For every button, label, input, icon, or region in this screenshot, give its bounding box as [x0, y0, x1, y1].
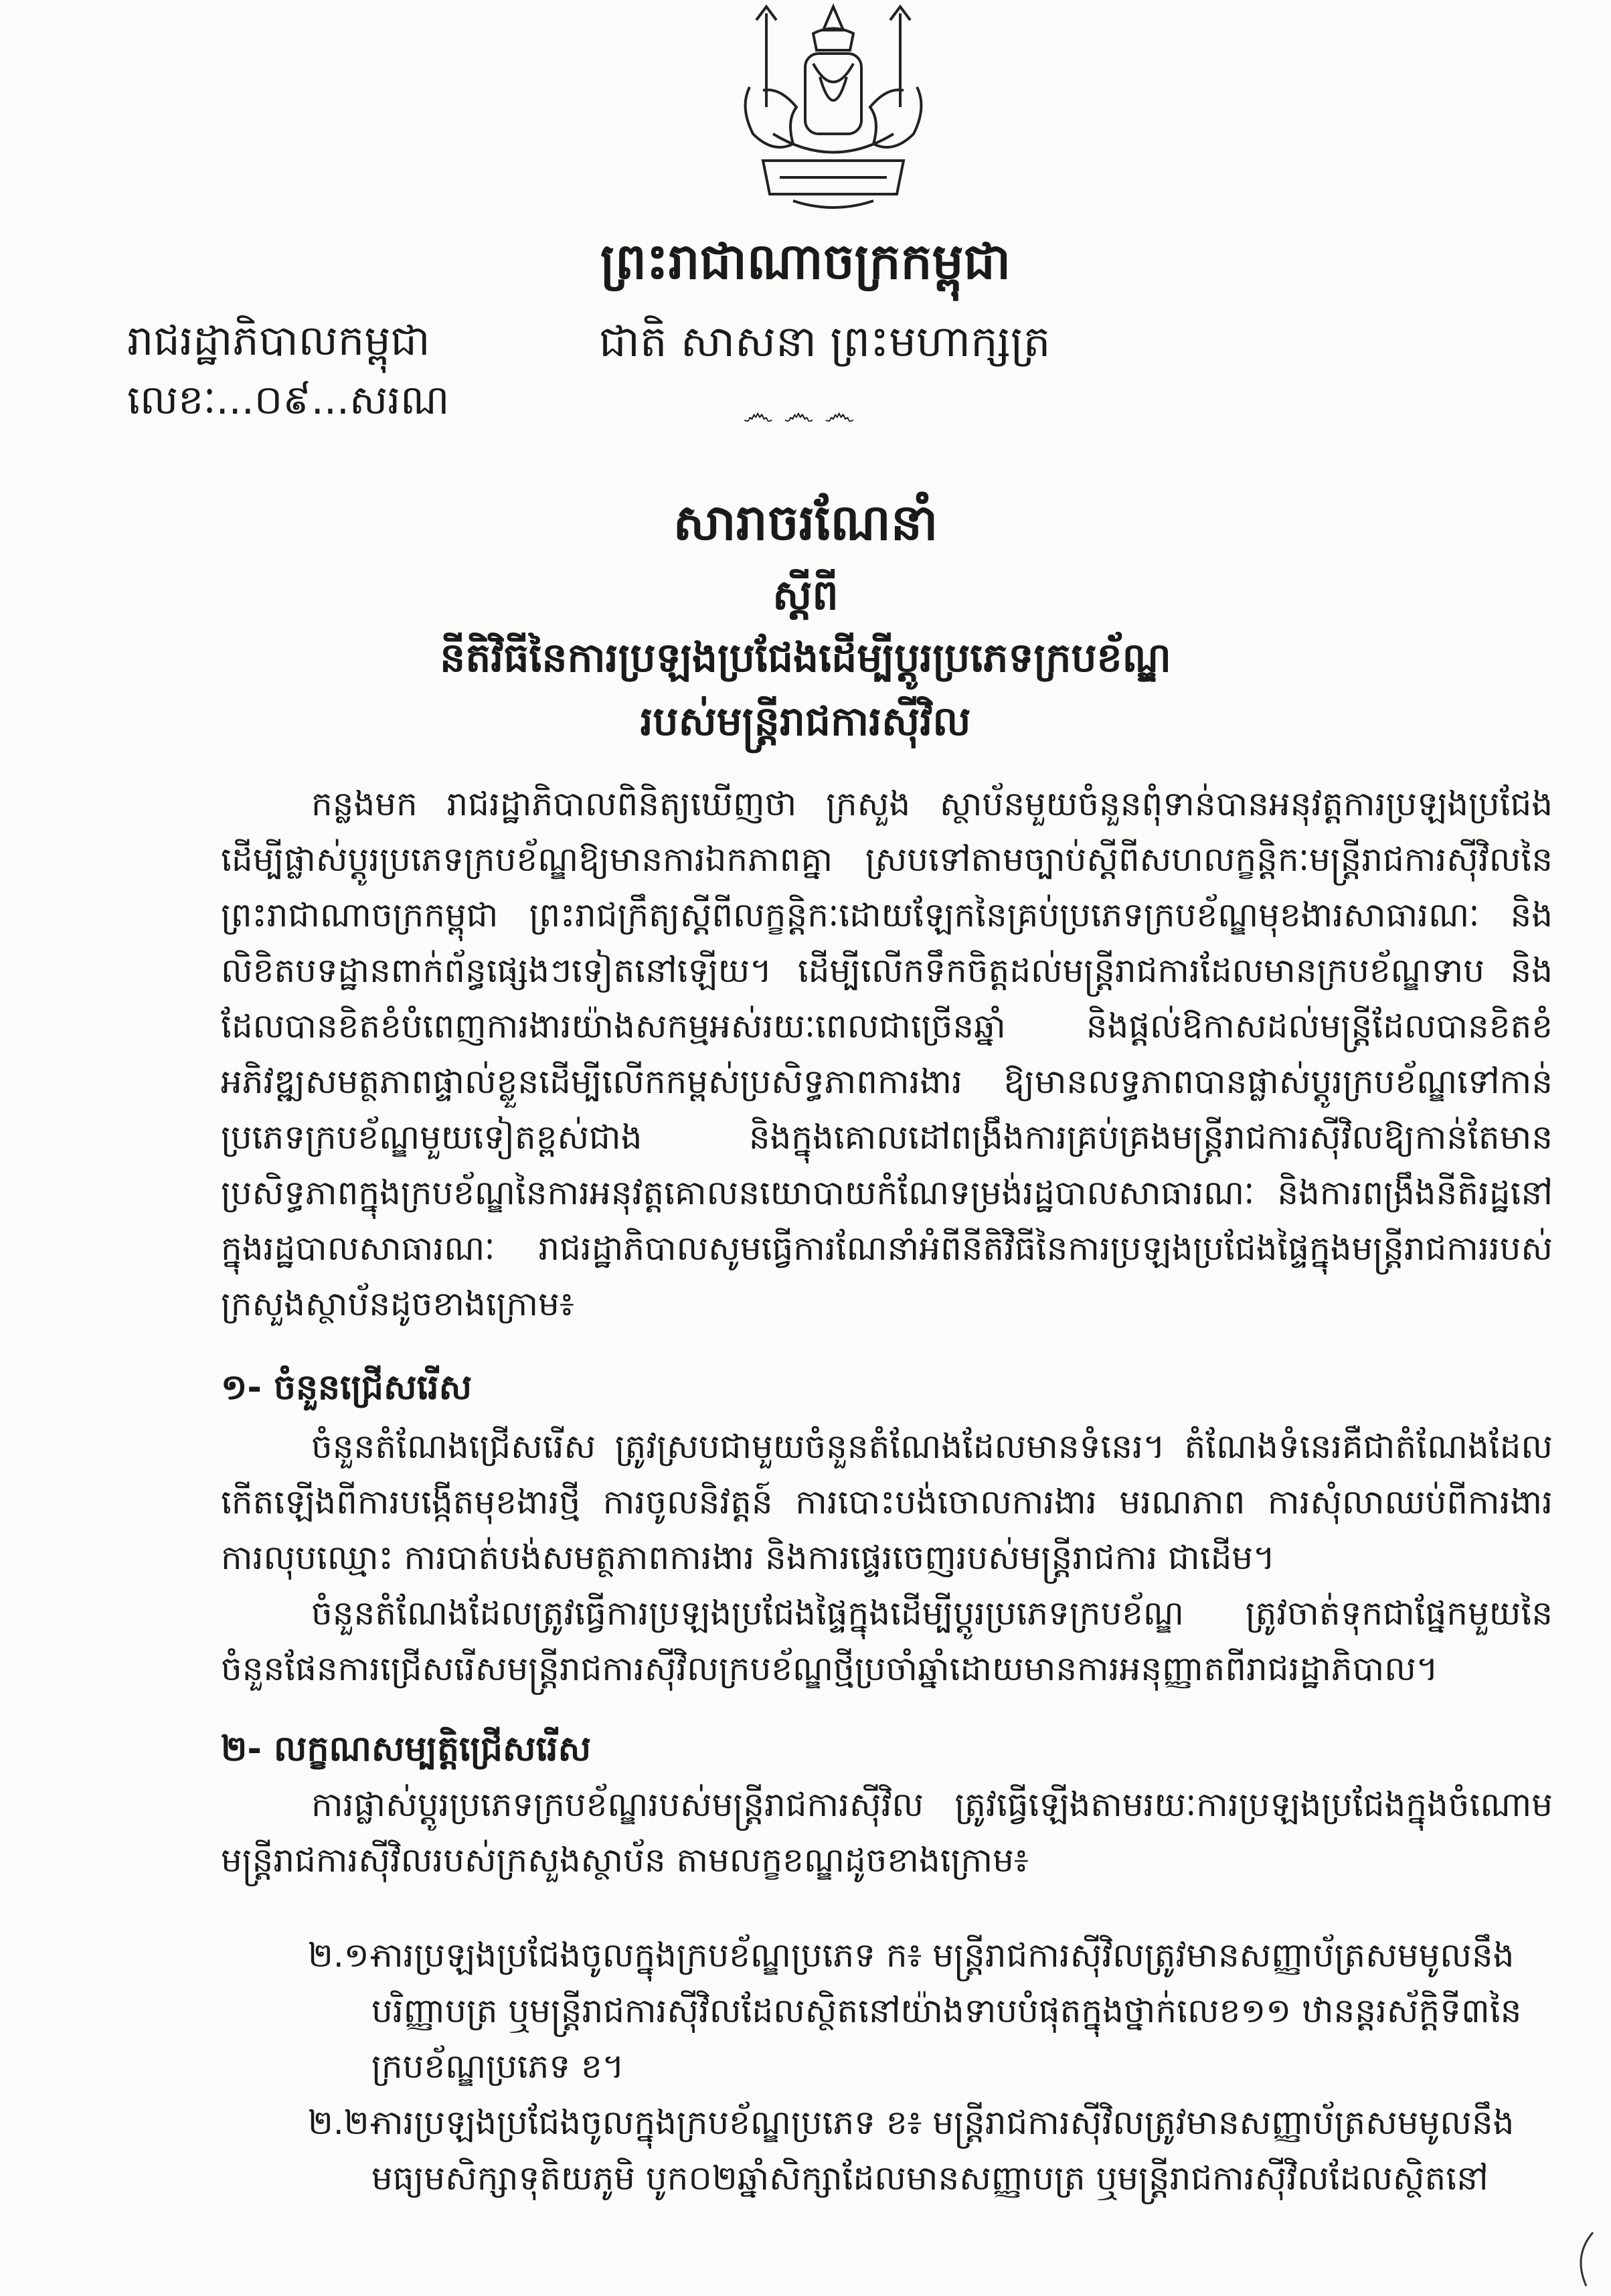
section1-body [221, 1419, 1553, 1697]
item-number: ២.១- [308, 1936, 381, 1975]
title-about: ស្តីពី [772, 570, 839, 619]
section2-heading: ២- លក្ខណសម្បត្តិជ្រើសរើស [221, 1729, 592, 1769]
government-name: រាជរដ្ឋាភិបាលកម្ពុជា [127, 316, 430, 365]
section1-paragraph2: ចំនួនតំណែងដែលត្រូវធ្វើការប្រឡងប្រជែងផ្ទៃក្នុងដើម្បីប្តូរប្រភេទក្របខ័ណ្ឌ ត្រូវចាត់ទុកជាផ្នែកមួយនៃចំនួនផែនការជ្រើសរើសមន្ត្រីរាជការស៊ីវិលក្របខ័ណ្ឌថ្មីប្រចាំឆ្នាំដោយមានការអនុញ្ញាតពីរាជរដ្ឋាភិបាល។ [221, 1594, 1553, 1688]
intro-paragraph [221, 776, 1553, 1332]
ornament-divider: ෴ ෴ ෴ [743, 395, 855, 432]
title-subject-line2: របស់មន្ត្រីរាជការស៊ីវិល [640, 698, 971, 745]
section1-paragraph1: ចំនួនតំណែងជ្រើសរើស ត្រូវស្របជាមួយចំនួនតំណែងដែលមានទំនេរ។ តំណែងទំនេរគឺជាតំណែងដែលកើតឡើងពីការបង្កើតមុខងារថ្មី ការចូលនិវត្តន៍ ការបោះបង់ចោលការងារ មរណភាព ការសុំលាឈប់ពីការងារ ការលុបឈ្មោះ ការបាត់បង់សមត្ថភាពការងារ និងការផ្ទេរចេញរបស់មន្ត្រីរាជការ ជាដើម។ [221, 1427, 1553, 1577]
title-subject-line1: នីតិវិធីនៃការប្រឡងប្រជែងដើម្បីប្ដូរប្រភេទក្របខ័ណ្ឌ [440, 635, 1171, 681]
section2-item-2 [308, 2095, 1553, 2206]
item-text: ការប្រឡងប្រជែងចូលក្នុងក្របខ័ណ្ឌប្រភេទ ខ៖ មន្ត្រីរាជការស៊ីវិលត្រូវមានសញ្ញាប័ត្រសមមូលនឹងមធ្យមសិក្សាទុតិយភូមិ បូក០២ឆ្នាំសិក្សាដែលមានសញ្ញាបត្រ ឬមន្ត្រីរាជការស៊ីវិលដែលស្ថិតនៅ [371, 2103, 1515, 2198]
section1-heading: ១- ចំនួនជ្រើសរើស [221, 1368, 473, 1408]
national-motto: ជាតិ សាសនា ព្រះមហាក្សត្រ [599, 317, 1051, 367]
section2-body [221, 1777, 1553, 1888]
reference-number: លេខៈ...០៩...សរណ [127, 377, 450, 424]
item-number: ២.២- [308, 2103, 381, 2142]
section2-item-1 [308, 1928, 1553, 2095]
margin-mark [1566, 2229, 1606, 2289]
intro-text: កន្លងមក រាជរដ្ឋាភិបាលពិនិត្យឃើញថា ក្រសួង ស្ថាប័នមួយចំនួនពុំទាន់បានអនុវត្តការប្រឡងប្រជែងដើម្បីផ្លាស់ប្តូរប្រភេទក្របខ័ណ្ឌឱ្យមានការឯកភាពគ្នា ស្របទៅតាមច្បាប់ស្តីពីសហលក្ខន្តិកៈមន្ត្រីរាជការស៊ីវិលនៃព្រះរាជាណាចក្រកម្ពុជា ព្រះរាជក្រឹត្យស្តីពីលក្ខន្តិកៈដោយឡែកនៃគ្រប់ប្រភេទក្របខ័ណ្ឌមុខងារសាធារណៈ និងលិខិតបទដ្ឋានពាក់ព័ន្ធផ្សេងៗទៀតនៅឡើយ។ ដើម្បីលើកទឹកចិត្តដល់មន្ត្រីរាជការដែលមានក្របខ័ណ្ឌទាប និងដែលបានខិតខំបំពេញការងារយ៉ាងសកម្មអស់រយៈពេលជាច្រើនឆ្នាំ និងផ្ដល់ឱកាសដល់មន្ត្រីដែលបានខិតខំអភិវឌ្ឍសមត្ថភាពផ្ទាល់ខ្លួនដើម្បីលើកកម្ពស់ប្រសិទ្ធភាពការងារ ឱ្យមានលទ្ធភាពបានផ្លាស់ប្តូរក្របខ័ណ្ឌទៅកាន់ប្រភេទក្របខ័ណ្ឌមួយទៀតខ្ពស់ជាង និងក្នុងគោលដៅពង្រឹងការគ្រប់គ្រងមន្ត្រីរាជការស៊ីវិលឱ្យកាន់តែមានប្រសិទ្ធភាពក្នុងក្របខ័ណ្ឌនៃការអនុវត្តគោលនយោបាយកំណែទម្រង់រដ្ឋបាលសាធារណៈ និងការពង្រឹងនីតិរដ្ឋនៅក្នុងរដ្ឋបាលសាធារណៈ រាជរដ្ឋាភិបាលសូមធ្វើការណែនាំអំពីនីតិវិធីនៃការប្រឡងប្រជែងផ្ទៃក្នុងមន្ត្រីរាជការរបស់ក្រសួងស្ថាប័នដូចខាងក្រោម៖ [221, 785, 1553, 1323]
section2-paragraph1: ការផ្លាស់ប្តូរប្រភេទក្របខ័ណ្ឌរបស់មន្ត្រីរាជការស៊ីវិល ត្រូវធ្វើឡើងតាមរយៈការប្រឡងប្រជែងក្នុងចំណោមមន្ត្រីរាជការស៊ីវិលរបស់ក្រសួងស្ថាប័ន តាមលក្ខខណ្ឌដូចខាងក្រោម៖ [221, 1785, 1553, 1880]
item-text: ការប្រឡងប្រជែងចូលក្នុងក្របខ័ណ្ឌប្រភេទ ក៖ មន្ត្រីរាជការស៊ីវិលត្រូវមានសញ្ញាប័ត្រសមមូលនឹងបរិញ្ញាបត្រ ឬមន្ត្រីរាជការស៊ីវិលដែលស្ថិតនៅយ៉ាងទាបបំផុតក្នុងថ្នាក់លេខ១១ ឋានន្តរស័ក្តិទី៣នៃក្របខ័ណ្ឌប្រភេទ ខ។ [371, 1936, 1522, 2086]
document-title: សារាចរណែនាំ [673, 494, 938, 552]
royal-emblem [726, 0, 940, 218]
kingdom-name: ព្រះរាជាណាចក្រកម្ពុជា [600, 233, 1011, 291]
